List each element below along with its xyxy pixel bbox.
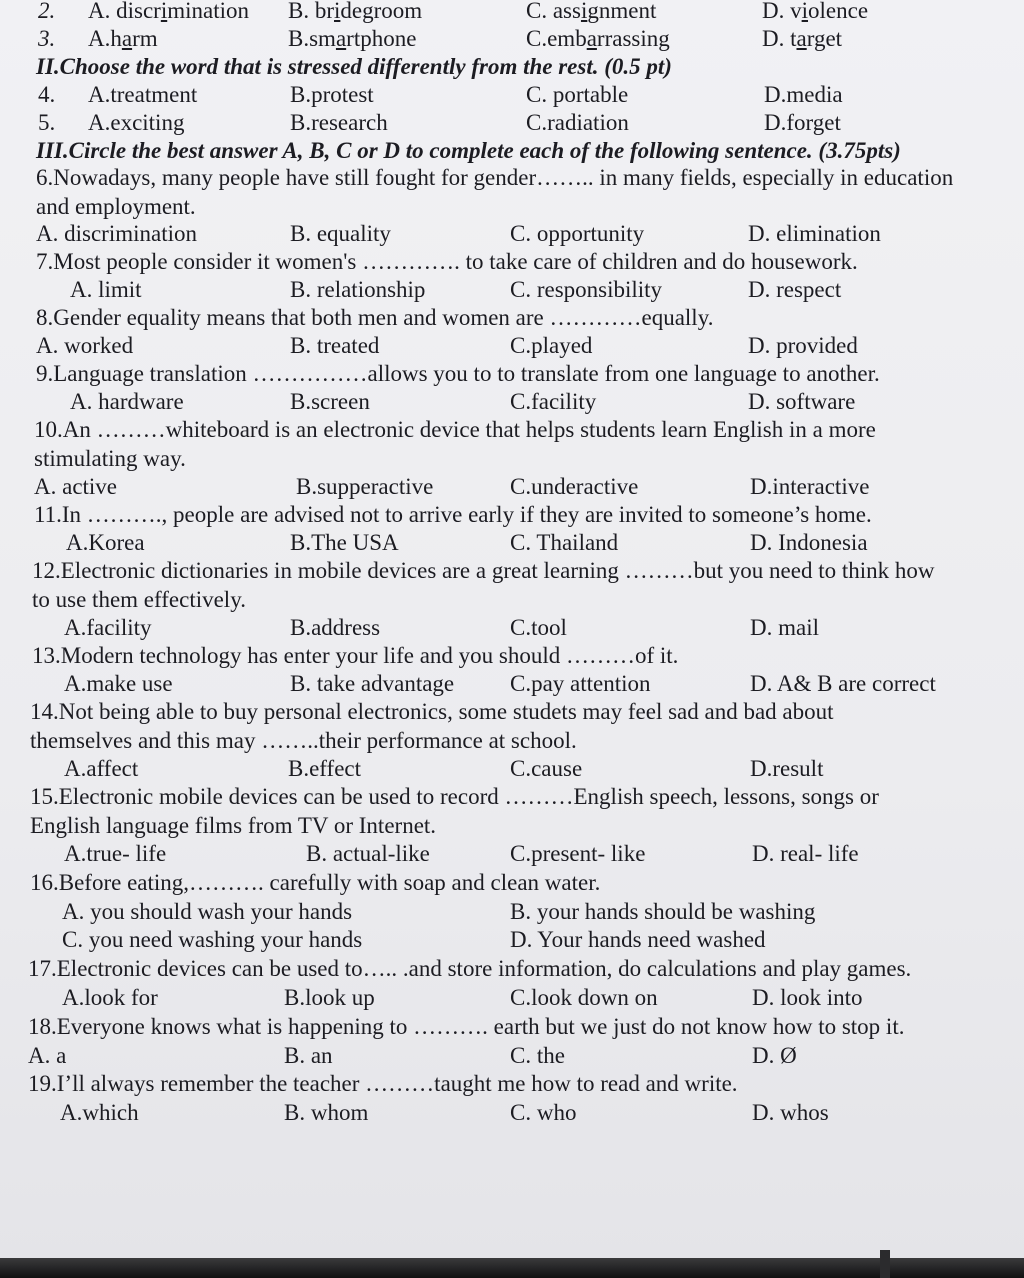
question-number: 3. bbox=[38, 26, 56, 51]
option-a: A.which bbox=[60, 1100, 139, 1125]
option-b: B. actual-like bbox=[306, 841, 430, 866]
option-a: A.look for bbox=[62, 985, 158, 1010]
option-b: B.effect bbox=[288, 756, 362, 781]
desk-edge bbox=[0, 1258, 1024, 1278]
question-number: 2. bbox=[38, 0, 56, 23]
option-d: D. look into bbox=[752, 985, 863, 1010]
option-b: B. treated bbox=[290, 333, 380, 358]
option-b: B. bridegroom bbox=[288, 0, 423, 23]
option-d: D. Indonesia bbox=[750, 530, 868, 555]
option-a: A. you should wash your hands bbox=[62, 899, 353, 924]
question-number: 5. bbox=[38, 110, 56, 135]
option-c: C. assignment bbox=[526, 0, 657, 23]
option-d: D. target bbox=[762, 26, 843, 51]
option-b: B.address bbox=[290, 615, 381, 640]
option-d: D. violence bbox=[762, 0, 869, 23]
option-a: A. discrimination bbox=[88, 0, 249, 23]
option-c: C. Thailand bbox=[510, 530, 619, 555]
option-b: B. an bbox=[284, 1043, 333, 1068]
option-d: D. A& B are correct bbox=[750, 671, 936, 696]
option-a: A.treatment bbox=[88, 82, 198, 107]
option-a: A. limit bbox=[70, 277, 142, 302]
option-b: B. relationship bbox=[290, 277, 426, 302]
desk-post bbox=[880, 1250, 890, 1278]
question-number: 4. bbox=[38, 82, 56, 107]
option-b: B.supperactive bbox=[296, 474, 434, 499]
option-d: D.media bbox=[764, 82, 843, 107]
option-c: C. who bbox=[510, 1100, 577, 1125]
option-c: C.radiation bbox=[526, 110, 629, 135]
option-d: D. real- life bbox=[752, 841, 859, 866]
option-b: B. your hands should be washing bbox=[510, 899, 816, 924]
option-d: D. elimination bbox=[748, 221, 881, 246]
option-a: A.true- life bbox=[64, 841, 167, 866]
option-a: A. worked bbox=[36, 333, 134, 358]
option-c: C. you need washing your hands bbox=[62, 927, 363, 952]
option-d: D. provided bbox=[748, 333, 858, 358]
option-a: A.Korea bbox=[66, 530, 145, 555]
option-b: B. equality bbox=[290, 221, 391, 246]
option-a: A.exciting bbox=[88, 110, 185, 135]
option-c: C.cause bbox=[510, 756, 583, 781]
option-b: B.screen bbox=[290, 389, 370, 414]
option-b: B. take advantage bbox=[290, 671, 455, 696]
option-c: C.played bbox=[510, 333, 593, 358]
option-a: A.facility bbox=[64, 615, 152, 640]
option-c: C. opportunity bbox=[510, 221, 645, 246]
option-c: C.present- like bbox=[510, 841, 646, 866]
option-a: A.affect bbox=[64, 756, 139, 781]
option-d: D. Ø bbox=[752, 1043, 797, 1068]
option-c: C.pay attention bbox=[510, 671, 651, 696]
option-c: C.tool bbox=[510, 615, 567, 640]
option-b: B.look up bbox=[284, 985, 375, 1010]
option-d: D. mail bbox=[750, 615, 819, 640]
option-d: D.result bbox=[750, 756, 824, 781]
option-a: A.make use bbox=[64, 671, 173, 696]
option-b: B.The USA bbox=[290, 530, 399, 555]
option-d: D. Your hands need washed bbox=[510, 927, 766, 952]
option-c: C. responsibility bbox=[510, 277, 663, 302]
option-c: C.look down on bbox=[510, 985, 658, 1010]
option-c: C. portable bbox=[526, 82, 629, 107]
option-b: B.protest bbox=[290, 82, 374, 107]
option-a: A. a bbox=[28, 1043, 67, 1068]
option-c: C.embarrassing bbox=[526, 26, 670, 51]
option-b: B.research bbox=[290, 110, 388, 135]
option-a: A.harm bbox=[88, 26, 158, 51]
option-b: B.smartphone bbox=[288, 26, 417, 51]
exam-sheet: 2. A. discrimination B. bridegroom C. assignment D. violence 3. A.harm B.smartphone C.embarrassing D. target II.Choose the word that is stressed differently from the rest. (0.5 pt) 4. A.treatment B.protest C. portable D.media 5. A.exciting B.research C.radiation D.forget III.Circle the best answer A, B, C or D to complete each of the following sentence. (3.75pts) 6.Nowadays, many people have still fought for gender…….. in many fields, especially in education and employment. A. discrimination B. equality C. opportunity D. elimination 7.Most people consider it women's …………. to take care of children and do housework. A. limit B. relationship C. responsibility D. respect 8.Gender equality means that both men and women are …………equally. A. worked B. treated C.played D. provided 9.Language translation ……………allows you to to translate from one language to another. A. hardware B.screen C.facility D. software 10.An ………whiteboard is an electronic device that helps students learn English in a more stimulating way. A. active B.supperactive C.underactive D.interactive 11.In ………., people are advised not to arrive early if they are invited to someone’s home. A.Korea B.The USA C. Thailand D. Indonesia 12.Electronic dictionaries in mobile devices are a great learning ………but you need to think how to use them effectively. A.facility B.address C.tool D. mail 13.Modern technology has enter your life and you should ………of it. A.make use B. take advantage C.pay attention D. A& B are correct 14.Not being able to buy personal electronics, some studets may feel sad and bad about themselves and this may ……..their performance at school. A.affect B.effect C.cause D.result 15.Electronic mobile devices can be used to record ………English speech, lessons, songs or English language films from TV or Internet. A.true- life B. actual-like C.present- like D. real- life 16.Before eating,………. carefully with soap and clean water. A. you should wash your hands B. your hands should be washing C. you need washing your hands D. Your hands need washed 17.Electronic devices can be used to….. .and store information, do calculations and play games. A.look for B.look up C.look down on D. look into 18.Everyone knows what is happening to ………. earth but we just do not know how to stop it. A. a B. an C. the D. Ø 19.I’ll always remember the teacher ………taught me how to read and write. A.which B. whom C. who D. whos bbox=[0, 0, 1024, 1278]
option-a: A. hardware bbox=[70, 389, 184, 414]
option-a: A. active bbox=[34, 474, 118, 499]
option-c: C.underactive bbox=[510, 474, 639, 499]
option-d: D. software bbox=[748, 389, 856, 414]
option-b: B. whom bbox=[284, 1100, 369, 1125]
option-d: D. whos bbox=[752, 1100, 829, 1125]
option-c: C.facility bbox=[510, 389, 597, 414]
option-d: D. respect bbox=[748, 277, 842, 302]
option-d: D.forget bbox=[764, 110, 841, 135]
option-d: D.interactive bbox=[750, 474, 870, 499]
option-c: C. the bbox=[510, 1043, 565, 1068]
option-a: A. discrimination bbox=[36, 221, 197, 246]
